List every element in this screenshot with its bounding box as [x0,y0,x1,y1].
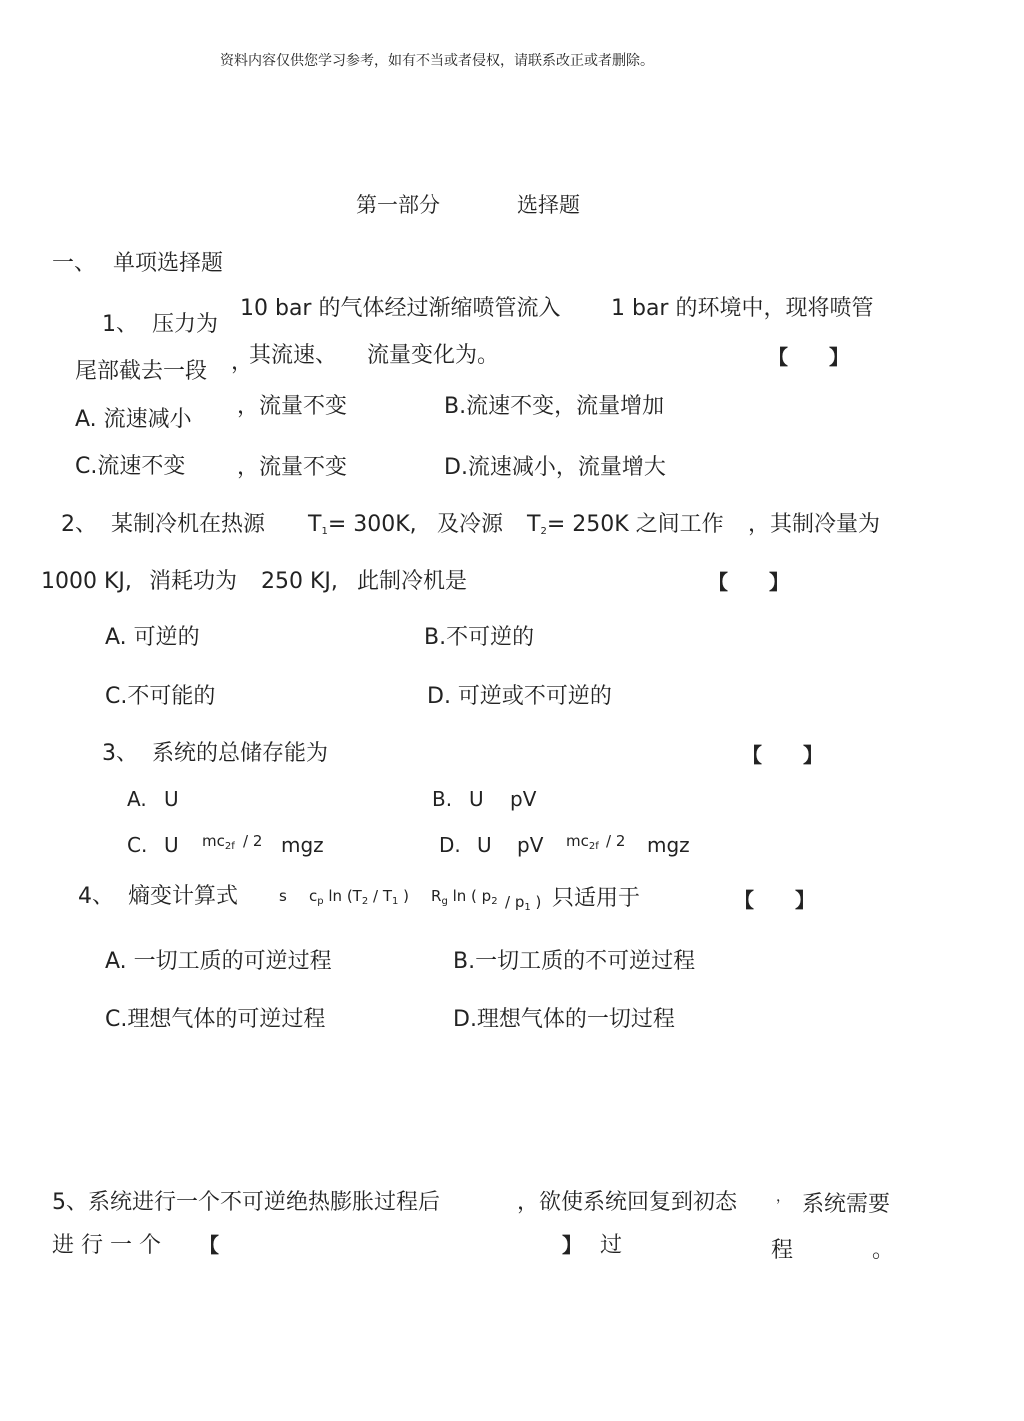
q3-text: 系统的总储存能为 [152,741,329,766]
q4-bracket-open: 【 [734,888,754,912]
q1-option-c: C.流速不变 [75,454,186,479]
q4-formula-cp: $c_p$ $\ln (T_2 / T_1$ ) [309,887,410,907]
q4-text: 熵变计算式 [128,884,239,909]
q3-option-d-mc: $mc_{2f}$ [566,832,599,852]
q5-line1-b: ，欲使系统回复到初态 [517,1190,738,1215]
q2-text-b: 及冷源 [437,512,504,537]
q4-tail: 只适用于 [552,886,641,911]
part-title-left: 第一部分 [356,193,440,217]
q1-number: 1、 [102,312,138,337]
part-title-right: 选择题 [517,193,580,217]
q5-bracket-open: 【 [199,1233,219,1257]
q1-option-a-tail: ，流量不变 [237,394,348,419]
q2-line2c: 250 KJ, [261,569,338,594]
q3-bracket-close: 】 [803,743,823,767]
q4-number: 4、 [78,884,114,909]
q1-line1: 10 bar 的气体经过渐缩喷管流入 [240,296,561,321]
q3-option-d-mgz: mgz [647,833,690,857]
q5-line1-c: ， [776,1189,790,1205]
q3-option-b-pv: pV [510,787,537,811]
q5-line2-a: 进 行 一 个 [52,1233,161,1258]
q4-formula-rg: $R_g$ ln ( $p_2$ [431,887,498,907]
q2-line2d: 此制冷机是 [357,569,468,594]
q1-pre: 压力为 [152,312,219,337]
q5-line1-d: 系统需要 [802,1192,891,1217]
q1-option-c-tail: ，流量不变 [237,455,348,480]
q1-option-b: B.流速不变，流量增加 [444,394,665,419]
q4-formula-s: s [279,887,287,905]
q5-line1-a: 5、系统进行一个不可逆绝热膨胀过程后 [52,1190,440,1215]
q5-line2-h: 。 [872,1238,895,1263]
q4-bracket-close: 】 [795,888,815,912]
q3-option-c-u: U [164,833,179,857]
q3-option-a: A. [127,787,147,811]
q3-number: 3、 [102,741,138,766]
q3-option-c-mc: $mc_{2f}$ [202,832,235,852]
q2-line2b: 消耗功为 [149,569,238,594]
q1-line1b: 1 bar 的环境中，现将喷管 [611,296,874,321]
q4-option-c: C.理想气体的可逆过程 [105,1007,326,1032]
q1-option-a: A. 流速减小 [75,407,192,432]
header-notice: 资料内容仅供您学习参考，如有不当或者侵权，请联系改正或者删除。 [220,53,654,69]
q3-option-d-u: U [477,833,492,857]
q3-option-b: B. [432,787,453,811]
q2-text-a: 某制冷机在热源 [111,512,266,537]
q5-bracket-close: 】 [562,1233,582,1257]
q4-formula-p1: / $p_1$ ) [505,893,542,913]
q4-option-a: A. 一切工质的可逆过程 [105,949,332,974]
q1-bracket-open: 【 [768,345,788,369]
q1-line2c: 流量变化为。 [367,343,500,368]
q2-line2a: 1000 KJ, [41,569,132,594]
q2-option-a: A. 可逆的 [105,625,200,650]
q5-line2-g: 程 [771,1238,794,1263]
q1-bracket-close: 】 [829,345,849,369]
q5-line2-f: 过 [600,1233,623,1258]
q3-option-d-div: / 2 [606,832,626,850]
q2-number: 2、 [61,512,97,537]
q2-t2: T2= 250K 之间工作 [527,512,724,537]
q3-option-c-mgz: mgz [281,833,324,857]
q3-option-a-u: U [164,787,179,811]
q2-option-d: D. 可逆或不可逆的 [427,684,612,709]
q2-bracket-close: 】 [769,570,789,594]
q3-option-b-u: U [469,787,484,811]
q1-line2a: 尾部截去一段 [75,359,208,384]
q3-option-d-pv: pV [517,833,544,857]
q1-comma: ， [231,350,254,375]
q3-bracket-open: 【 [742,743,762,767]
q2-bracket-open: 【 [708,570,728,594]
q3-option-c: C. [127,833,148,857]
q4-option-d: D.理想气体的一切过程 [453,1007,675,1032]
q1-line2b: 其流速、 [249,343,338,368]
q3-option-d: D. [439,833,461,857]
q2-text-c: ，其制冷量为 [748,512,881,537]
q1-option-d: D.流速减小，流量增大 [444,455,666,480]
q2-option-b: B.不可逆的 [424,625,535,650]
section-number: 一、 [52,251,97,276]
q2-t1: T1= 300K, [308,512,417,537]
q4-option-b: B.一切工质的不可逆过程 [453,949,696,974]
q3-option-c-div: / 2 [243,832,263,850]
q2-option-c: C.不可能的 [105,684,216,709]
section-title: 单项选择题 [113,251,224,276]
